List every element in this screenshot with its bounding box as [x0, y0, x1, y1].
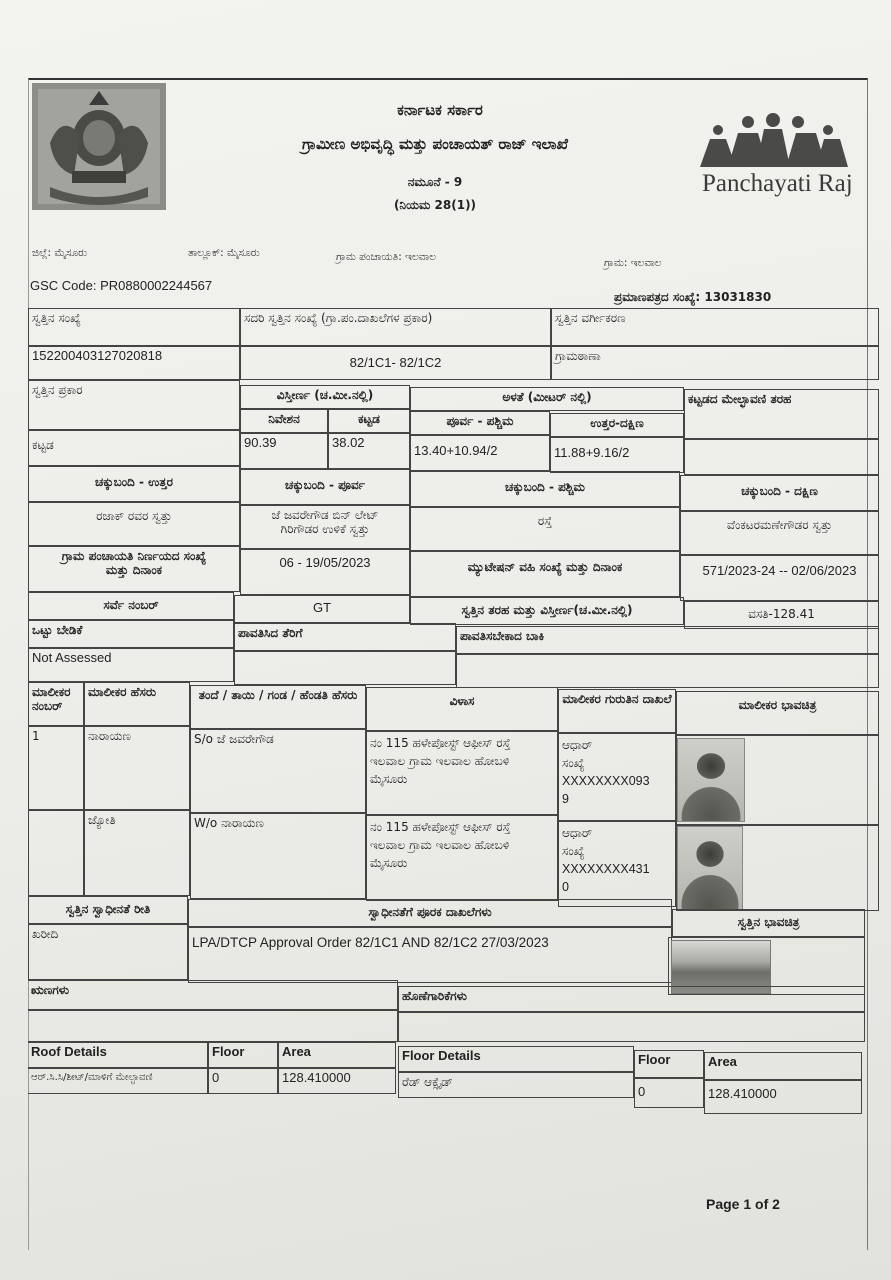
owner-id-header: ಮಾಲೀಕರ ಗುರುತಿನ ದಾಖಲೆ	[558, 689, 676, 733]
owner-1-id	[558, 733, 676, 821]
boundary-east-value	[240, 505, 410, 549]
survey-value: 82/1C1- 82/1C2	[240, 346, 551, 380]
property-type-label: ಸ್ವತ್ತಿನ ಪ್ರಕಾರ	[28, 380, 240, 430]
boundary-east-label: ಚಕ್ಕುಬಂದಿ - ಪೂರ್ವ	[240, 469, 410, 505]
gsc-code: GSC Code: PR0880002244567	[30, 278, 213, 293]
site-label: ನಿವೇಶನ	[240, 409, 328, 433]
resolution-label	[28, 546, 240, 592]
boundary-north-label: ಚಕ್ಕುಬಂದಿ - ಉತ್ತರ	[28, 466, 240, 502]
owner-1-id-line-4: 9	[562, 792, 569, 806]
owner-2-id	[558, 821, 676, 907]
classification-value: ಗ್ರಾಮಠಾಣಾ	[551, 346, 879, 380]
liabilities-value	[398, 1012, 865, 1042]
tax-due-value	[456, 654, 879, 688]
possession-mode-value: ಖರೀದಿ	[28, 924, 188, 980]
owner-1-id-line-2: ಸಂಖ್ಯೆ	[562, 756, 585, 770]
brand-name: Panchayati Raj	[702, 170, 853, 197]
owner-1-number: 1	[28, 726, 84, 810]
boundary-west-label: ಚಕ್ಕುಬಂದಿ - ಪಶ್ಚಿಮ	[410, 471, 680, 507]
total-demand-label: ಒಟ್ಟು ಬೇಡಿಕೆ	[28, 620, 234, 648]
survey-number-label: ಸರ್ವೆ ನಂಬರ್	[28, 592, 234, 620]
resolution-label-line-2: ಮತ್ತು ದಿನಾಂಕ	[105, 563, 163, 577]
owner-1-address-line-3: ಮೈಸೂರು	[370, 772, 408, 786]
owner-2-id-line-4: 0	[562, 880, 569, 894]
resolution-value: 06 - 19/05/2023	[240, 549, 410, 595]
liabilities-label: ಹೊಣೆಗಾರಿಕೆಗಳು	[398, 986, 865, 1012]
owner-2-photo-cell	[676, 825, 879, 911]
tax-paid-value	[234, 651, 456, 685]
page-number: Page 1 of 2	[706, 1196, 780, 1212]
mutation-value: 571/2023-24 -- 02/06/2023	[680, 555, 879, 601]
floor-details-label: Floor Details	[398, 1046, 634, 1072]
type-area-value: ವಸತಿ-128.41	[684, 601, 879, 629]
owner-2-address-line-3: ಮೈಸೂರು	[370, 856, 408, 870]
tax-paid-label: ಪಾವತಿಸಿದ ತೆರಿಗೆ	[234, 623, 456, 651]
east-west-value: 13.40+10.94/2	[410, 435, 550, 471]
dimensions-label: ಅಳತೆ (ಮೀಟರ್ ನಲ್ಲಿ)	[410, 387, 684, 411]
district: ಜಿಲ್ಲೆ: ಮೈಸೂರು	[32, 247, 88, 259]
floor-area-value: 128.410000	[704, 1080, 862, 1114]
north-south-label: ಉತ್ತರ-ದಕ್ಷಿಣ	[550, 413, 684, 437]
extent-label: ವಿಸ್ತೀರ್ಣ (ಚ.ಮೀ.ನಲ್ಲಿ)	[240, 385, 410, 409]
gram-panchayat: ಗ್ರಾಮ ಪಂಚಾಯತಿ: ಇಲವಾಲ	[336, 251, 436, 263]
owner-1-address-line-2: ಇಲವಾಲ ಗ್ರಾಮ ಇಲವಾಲ ಹೋಬಳಿ	[370, 754, 510, 768]
panchayati-raj-logo-icon	[698, 112, 848, 170]
classification-label: ಸ್ವತ್ತಿನ ವರ್ಗೀಕರಣ	[551, 308, 879, 346]
boundary-east-line-2: ಗಿರಿಗೌಡರ ಉಳಿಕೆ ಸ್ವತ್ತು	[280, 522, 370, 536]
property-id-value: 152200403127020818	[28, 346, 240, 380]
owner-2-address-line-2: ಇಲವಾಲ ಗ್ರಾಮ ಇಲವಾಲ ಹೋಬಳಿ	[370, 838, 510, 852]
boundary-west-value: ರಸ್ತೆ	[410, 507, 680, 551]
roof-area-value: 128.410000	[278, 1068, 396, 1094]
karnataka-emblem	[32, 83, 166, 210]
boundary-east-line-1: ಜೆ ಜವರೇಗೌಡ ಬಿನ್ ಲೇಟ್	[271, 508, 379, 522]
property-photo-label: ಸ್ವತ್ತಿನ ಭಾವಚಿತ್ರ	[672, 909, 865, 937]
owner-2-id-line-3: XXXXXXXX431	[562, 862, 650, 876]
roof-area-label: Area	[278, 1042, 396, 1068]
owner-1-photo	[677, 738, 745, 822]
owner-2-photo	[677, 826, 743, 910]
owner-address-header: ವಿಳಾಸ	[366, 687, 558, 731]
tax-due-label: ಪಾವತಿಸಬೇಕಾದ ಬಾಕಿ	[456, 626, 879, 654]
owner-2-relation: W/o ನಾರಾಯಣ	[190, 813, 366, 899]
owner-1-name: ನಾರಾಯಣ	[84, 726, 190, 810]
owner-1-id-line-3: XXXXXXXX093	[562, 774, 650, 788]
roof-type-value	[684, 439, 879, 475]
owner-1-id-line-1: ಆಧಾರ್	[562, 738, 593, 752]
floor-area-label: Area	[704, 1052, 862, 1080]
owner-1-address-line-1: ನಂ 115 ಹಳೇಪೋಸ್ಟ್ ಆಫೀಸ್ ರಸ್ತೆ	[370, 736, 511, 750]
owner-1-relation: S/o ಜೆ ಜವರೇಗೌಡ	[190, 729, 366, 813]
roof-details-label: Roof Details	[28, 1042, 208, 1068]
roof-type-label: ಕಟ್ಟಡದ ಮೇಲ್ಛಾವಣಿ ತರಹ	[684, 389, 879, 439]
possession-docs-label: ಸ್ವಾಧೀನತೆಗೆ ಪೂರಕ ದಾಖಲೆಗಳು	[188, 899, 672, 927]
owner-name-header: ಮಾಲೀಕರ ಹೆಸರು	[84, 682, 190, 726]
total-demand-value: Not Assessed	[28, 648, 234, 682]
floor-floor-label: Floor	[634, 1050, 704, 1078]
owner-2-id-line-2: ಸಂಖ್ಯೆ	[562, 844, 585, 858]
roof-floor-label: Floor	[208, 1042, 278, 1068]
property-type-value: ಕಟ್ಟಡ	[28, 430, 240, 466]
owner-2-number	[28, 810, 84, 896]
village: ಗ್ರಾಮ: ಇಲವಾಲ	[604, 257, 662, 269]
east-west-label: ಪೂರ್ವ - ಪಶ್ಚಿಮ	[410, 411, 550, 435]
loans-label: ಋಣಗಳು	[28, 980, 398, 1010]
owner-2-address-line-1: ನಂ 115 ಹಳೇಪೋಸ್ಟ್ ಆಫೀಸ್ ರಸ್ತೆ	[370, 820, 511, 834]
type-area-label: ಸ್ವತ್ತಿನ ತರಹ ಮತ್ತು ವಿಸ್ತೀರ್ಣ(ಚ.ಮೀ.ನಲ್ಲಿ)	[410, 597, 684, 625]
mutation-label: ಮ್ಯುಟೇಷನ್ ವಹಿ ಸಂಖ್ಯೆ ಮತ್ತು ದಿನಾಂಕ	[410, 551, 680, 597]
possession-docs-value: LPA/DTCP Approval Order 82/1C1 AND 82/1C2 27/03/2023	[188, 927, 672, 983]
rule-number: (ನಿಯಮ 28(1))	[393, 198, 477, 212]
floor-details-value: ರೆಡ್ ಆಕ್ಸೈಡ್	[398, 1072, 634, 1098]
site-value: 90.39	[240, 433, 328, 469]
dept-title: ಗ್ರಾಮೀಣ ಅಭಿವೃದ್ಧಿ ಮತ್ತು ಪಂಚಾಯತ್ ರಾಜ್ ಇಲಾಖೆ	[301, 135, 569, 153]
certificate-number: ಪ್ರಮಾಣಪತ್ರದ ಸಂಖ್ಯೆ: 13031830	[614, 290, 772, 304]
building-value: 38.02	[328, 433, 410, 469]
owner-2-address	[366, 815, 558, 901]
floor-floor-value: 0	[634, 1078, 704, 1108]
owner-1-address	[366, 731, 558, 815]
building-label: ಕಟ್ಟಡ	[328, 409, 410, 433]
property-id-label: ಸ್ವತ್ತಿನ ಸಂಖ್ಯೆ	[28, 308, 240, 346]
roof-details-value: ಆರ್.ಸಿ.ಸಿ/ಶೀಟ್/ಮಾಳಿಗೆ ಮೇಲ್ಛಾವಣಿ	[28, 1068, 208, 1094]
owner-2-id-line-1: ಆಧಾರ್	[562, 826, 593, 840]
govt-title: ಕರ್ನಾಟಕ ಸರ್ಕಾರ	[397, 101, 483, 119]
owner-number-header: ಮಾಲೀಕರ ನಂಬರ್	[28, 682, 84, 726]
owner-2-name: ಜ್ಯೋತಿ	[84, 810, 190, 896]
taluk: ತಾಲ್ಲೂಕ್: ಮೈಸೂರು	[188, 247, 260, 259]
boundary-south-value: ವೆಂಕಟರಮಣೇಗೌಡರ ಸ್ವತ್ತು	[680, 511, 879, 555]
loans-value	[28, 1010, 398, 1042]
boundary-south-label: ಚಕ್ಕುಬಂದಿ - ದಕ್ಷಿಣ	[680, 475, 879, 511]
roof-floor-value: 0	[208, 1068, 278, 1094]
survey-label: ಸದರಿ ಸ್ವತ್ತಿನ ಸಂಖ್ಯೆ (ಗ್ರಾ.ಪಂ.ದಾಖಲೆಗಳ ಪ್ರಕಾರ)	[240, 308, 551, 346]
owner-relation-header: ತಂದೆ / ತಾಯಿ / ಗಂಡ / ಹೆಂಡತಿ ಹೆಸರು	[190, 685, 366, 729]
survey-number-value: GT	[234, 595, 410, 623]
form-name: ನಮೂನೆ - 9	[407, 175, 463, 189]
north-south-value: 11.88+9.16/2	[550, 437, 684, 473]
possession-mode-label: ಸ್ವತ್ತಿನ ಸ್ವಾಧೀನತೆ ರೀತಿ	[28, 896, 188, 924]
boundary-north-value: ರಜಾಕ್ ರವರ ಸ್ವತ್ತು	[28, 502, 240, 546]
resolution-label-line-1: ಗ್ರಾಮ ಪಂಚಾಯತಿ ನಿರ್ಣಯದ ಸಂಖ್ಯೆ	[61, 549, 207, 563]
owner-1-photo-cell	[676, 735, 879, 825]
owner-photo-header: ಮಾಲೀಕರ ಭಾವಚಿತ್ರ	[676, 691, 879, 735]
